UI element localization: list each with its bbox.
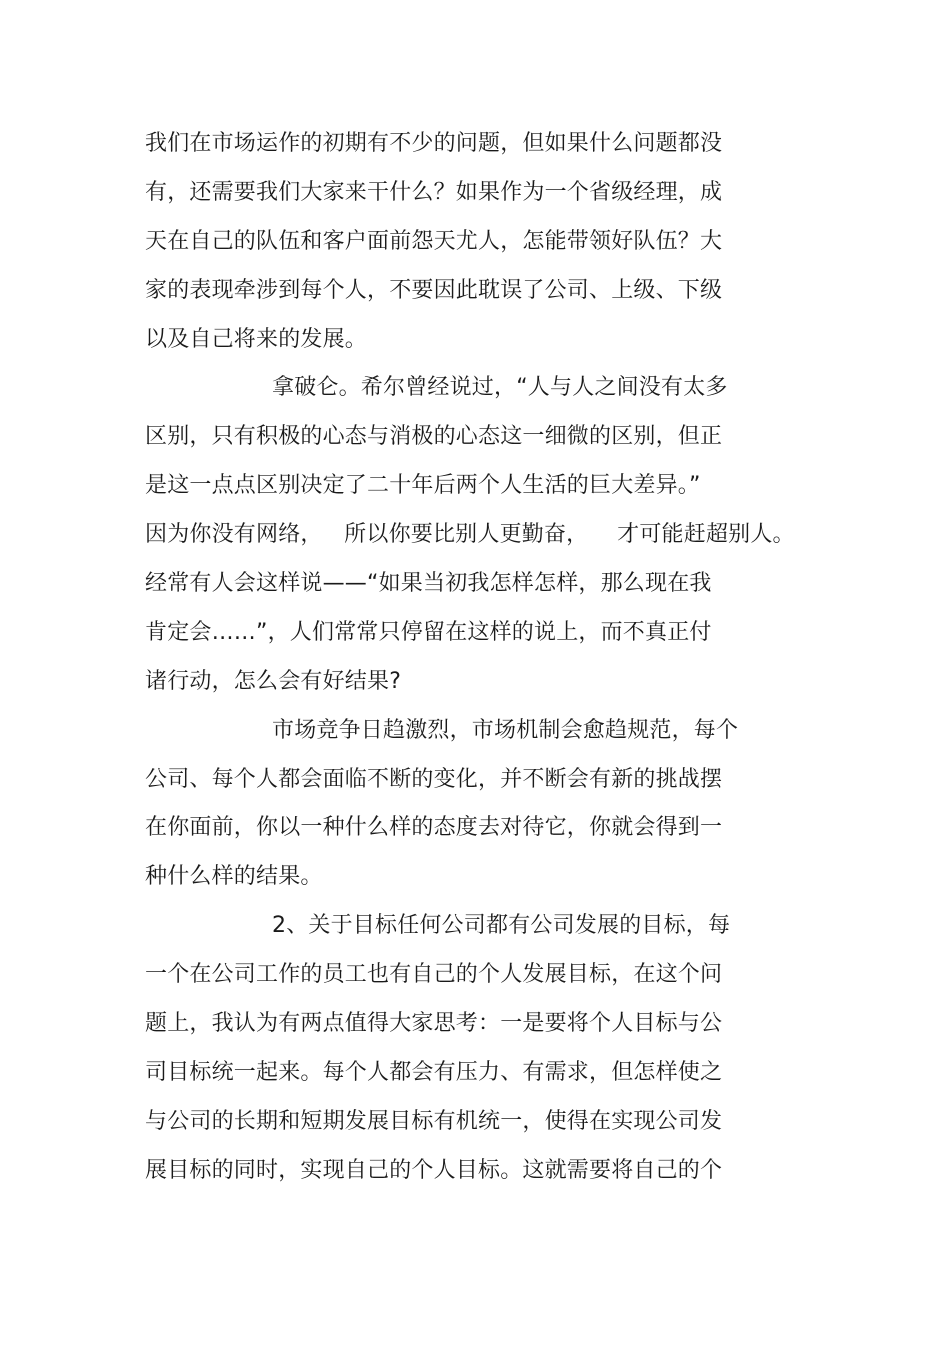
text-line: 区别，只有积极的心态与消极的心态这一细微的区别，但正	[145, 424, 723, 450]
text-line: 题上，我认为有两点值得大家思考：一是要将个人目标与公	[145, 1011, 723, 1037]
text-line-paragraph-start: 拿破仑。希尔曾经说过，“人与人之间没有太多	[272, 375, 728, 401]
text-line: 一个在公司工作的员工也有自己的个人发展目标，在这个问	[145, 962, 723, 988]
text-line: 种什么样的结果。	[145, 864, 323, 890]
text-line: 有，还需要我们大家来干什么？如果作为一个省级经理，成	[145, 179, 723, 205]
text-line: 展目标的同时，实现自己的个人目标。这就需要将自己的个	[145, 1157, 723, 1183]
text-line: 因为你没有网络， 所以你要比别人更勤奋， 才可能赶超别人。	[145, 522, 795, 548]
text-line: 是这一点点区别决定了二十年后两个人生活的巨大差异。”	[145, 473, 701, 499]
text-line-paragraph-start: 2、关于目标任何公司都有公司发展的目标，每	[272, 913, 731, 939]
text-line-paragraph-start: 市场竞争日趋激烈，市场机制会愈趋规范，每个	[272, 717, 739, 743]
text-line: 司目标统一起来。每个人都会有压力、有需求，但怎样使之	[145, 1059, 723, 1085]
text-line: 经常有人会这样说——“如果当初我怎样怎样，那么现在我	[145, 571, 712, 597]
text-line: 与公司的长期和短期发展目标有机统一，使得在实现公司发	[145, 1108, 723, 1134]
text-line: 以及自己将来的发展。	[145, 326, 368, 352]
text-line: 家的表现牵涉到每个人，不要因此耽误了公司、上级、下级	[145, 277, 723, 303]
text-line: 诸行动，怎么会有好结果?	[145, 668, 402, 694]
text-line: 在你面前，你以一种什么样的态度去对待它，你就会得到一	[145, 815, 723, 841]
text-line: 肯定会……”，人们常常只停留在这样的说上，而不真正付	[145, 619, 712, 645]
body-text	[145, 120, 805, 1196]
text-line: 天在自己的队伍和客户面前怨天尤人，怎能带领好队伍？大	[145, 228, 723, 254]
text-line: 我们在市场运作的初期有不少的问题，但如果什么问题都没	[145, 131, 723, 156]
text-line: 公司、每个人都会面临不断的变化，并不断会有新的挑战摆	[145, 766, 723, 792]
